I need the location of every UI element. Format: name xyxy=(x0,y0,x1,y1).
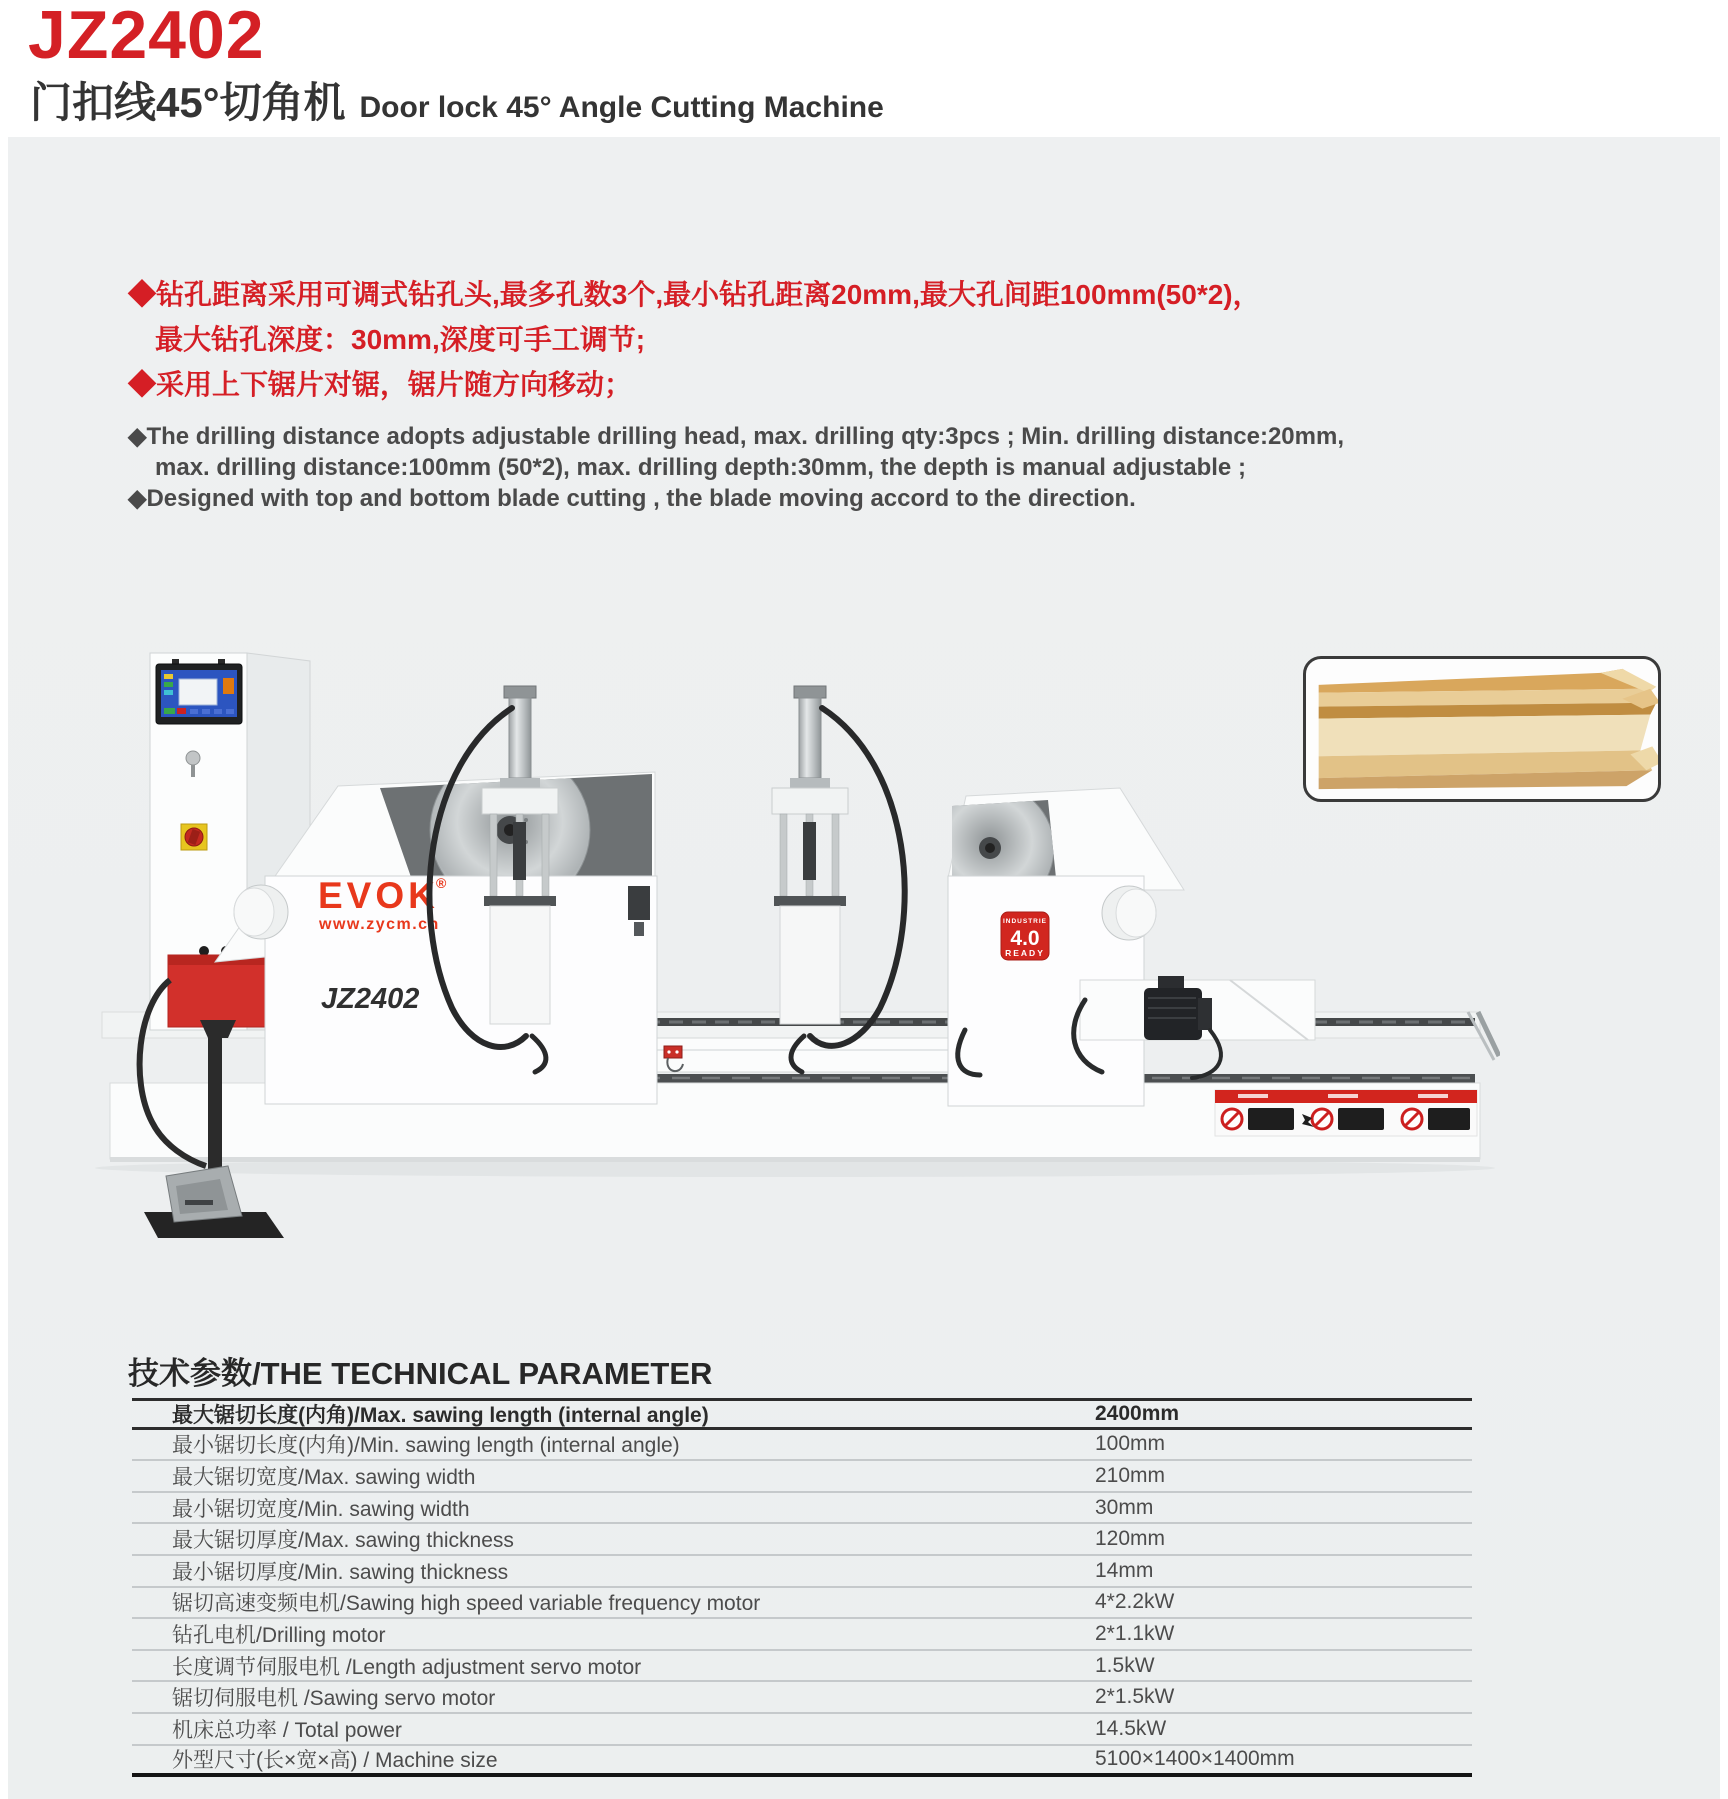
feature-line: ◆钻孔距离采用可调式钻孔头,最多孔数3个,最小钻孔距离20mm,最大孔间距100mm(50*2)， xyxy=(128,279,1261,310)
machine-photo xyxy=(80,560,1500,1280)
brand-reg-mark: ® xyxy=(436,875,447,891)
brand-url: www.zycm.cn xyxy=(319,916,440,933)
table-row xyxy=(132,1461,1472,1493)
tech-parameters-table xyxy=(132,1398,1472,1777)
svg-text:INDUSTRIE: INDUSTRIE xyxy=(1002,918,1048,925)
param-label: 锯切高速变频电机/Sawing high speed variable frequency motor xyxy=(172,1592,761,1616)
table-row xyxy=(132,1556,1472,1588)
table-row xyxy=(132,1746,1472,1778)
table-row xyxy=(132,1430,1472,1462)
right-saw-unit xyxy=(926,784,1315,1106)
screen-mount xyxy=(172,659,179,664)
feature-line: ◆采用上下锯片对锯，锯片随方向移动； xyxy=(128,369,633,400)
hmi-screen xyxy=(156,664,242,724)
tech-parameters-title: 技术参数/THE TECHNICAL PARAMETER xyxy=(128,1356,713,1391)
sensor-light xyxy=(664,1046,682,1058)
param-label: 机床总功率 / Total power xyxy=(172,1718,402,1742)
param-label: 锯切伺服电机 /Sawing servo motor xyxy=(172,1687,496,1711)
param-value: 2400mm xyxy=(1095,1401,1180,1425)
power-switch xyxy=(181,824,207,850)
model-label: JZ2402 xyxy=(321,983,420,1015)
param-label: 最小锯切长度(内角)/Min. sawing length (internal angle) xyxy=(172,1434,680,1458)
param-value: 30mm xyxy=(1095,1495,1154,1519)
table-row xyxy=(132,1651,1472,1683)
param-value: 14mm xyxy=(1095,1558,1154,1582)
param-label: 最大锯切长度(内角)/Max. sawing length (internal angle) xyxy=(172,1403,709,1427)
param-value: 2*1.1kW xyxy=(1095,1621,1175,1645)
param-value: 210mm xyxy=(1095,1463,1166,1487)
param-value: 4*2.2kW xyxy=(1095,1590,1175,1614)
param-value: 5100×1400×1400mm xyxy=(1095,1747,1295,1771)
param-label: 最小锯切宽度/Min. sawing width xyxy=(172,1497,470,1521)
param-value: 100mm xyxy=(1095,1432,1166,1456)
page-title: JZ2402 xyxy=(28,0,265,73)
svg-text:4.0: 4.0 xyxy=(1010,927,1040,950)
param-label: 长度调节伺服电机 /Length adjustment servo motor xyxy=(172,1655,642,1679)
brand-logo: EVOK xyxy=(318,875,439,916)
subtitle-chinese: 门扣线45°切角机 xyxy=(30,79,346,126)
table-row xyxy=(132,1619,1472,1651)
table-row xyxy=(132,1524,1472,1556)
table-row xyxy=(132,1398,1472,1430)
param-label: 钻孔电机/Drilling motor xyxy=(172,1623,386,1647)
param-label: 外型尺寸(长×宽×高) / Machine size xyxy=(172,1749,498,1773)
table-row xyxy=(132,1588,1472,1620)
param-value: 2*1.5kW xyxy=(1095,1685,1175,1709)
industry-badge xyxy=(1001,912,1049,960)
molding-sample-image xyxy=(1303,656,1661,802)
param-value: 14.5kW xyxy=(1095,1716,1167,1740)
param-label: 最大锯切宽度/Max. sawing width xyxy=(172,1465,476,1489)
table-row xyxy=(132,1682,1472,1714)
feature-line: ◆The drilling distance adopts adjustable drilling head, max. drilling qty:3pcs ; Min. drilling distance:20mm, xyxy=(128,423,1344,450)
param-label: 最大锯切厚度/Max. sawing thickness xyxy=(172,1529,514,1553)
subtitle-english: Door lock 45° Angle Cutting Machine xyxy=(359,91,884,124)
molding-profile-icon xyxy=(1306,659,1658,799)
param-label: 最小锯切厚度/Min. sawing thickness xyxy=(172,1560,509,1584)
table-row xyxy=(132,1493,1472,1525)
table-row xyxy=(132,1714,1472,1746)
warning-label-strip xyxy=(1215,1090,1477,1136)
feature-line: 最大钻孔深度：30mm,深度可手工调节; xyxy=(155,324,646,355)
feature-line: ◆Designed with top and bottom blade cutting , the blade moving accord to the direction. xyxy=(128,485,1136,512)
param-value: 1.5kW xyxy=(1095,1653,1155,1677)
svg-text:READY: READY xyxy=(1005,948,1045,958)
page-subtitle xyxy=(30,70,884,130)
param-value: 120mm xyxy=(1095,1527,1166,1551)
feature-line: max. drilling distance:100mm (50*2), max. drilling depth:30mm, the depth is manual adjustable ; xyxy=(155,454,1246,481)
feature-list xyxy=(128,272,1528,514)
